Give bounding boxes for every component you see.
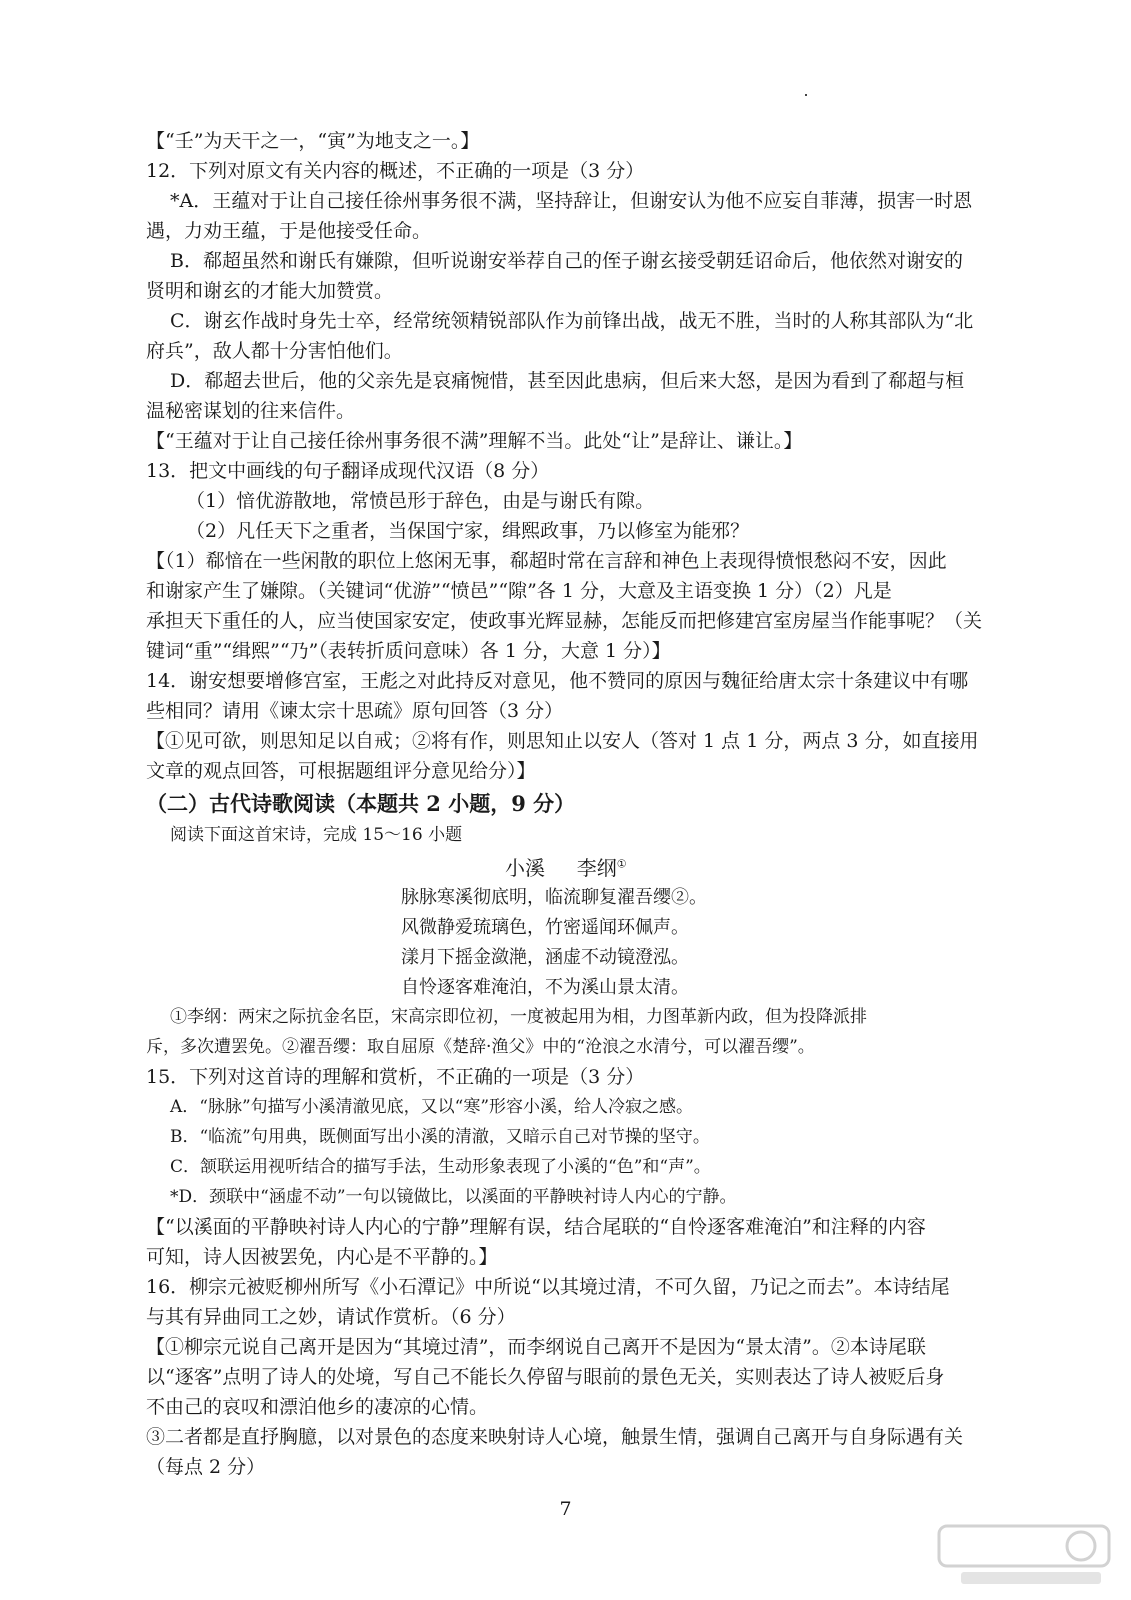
poem-note-1: ①李纲：两宋之际抗金名臣，宋高宗即位初，一度被起用为相，力图革新内政，但为投降派排 <box>170 1007 867 1027</box>
answer-13-cont-2: 承担天下重任的人，应当使国家安定，使政事光辉显赫，怎能反而把修建宫室房屋当作能事呢？（关 <box>146 610 983 632</box>
option-15a: A．“脉脉”句描写小溪清澈见底，又以“寒”形容小溪，给人冷寂之感。 <box>170 1097 694 1117</box>
poem-author: 李纲 <box>576 856 617 880</box>
poem-title: 小溪 <box>505 856 545 880</box>
poem-line-4: 自怜逐客难淹泊，不为溪山景太清。 <box>401 977 689 998</box>
answer-16-cont-2: 不由己的哀叹和漂泊他乡的凄凉的心情。 <box>146 1396 489 1418</box>
poem-heading <box>505 852 627 881</box>
section-heading: （二）古代诗歌阅读（本题共 2 小题，9 分） <box>146 791 576 816</box>
poem-note-2: 斥，多次遭罢免。②濯吾缨：取自屈原《楚辞·渔父》中的“沧浪之水清兮，可以濯吾缨”。 <box>146 1037 815 1057</box>
option-12a-cont: 遇，力劝王蕴，于是他接受任命。 <box>146 220 432 242</box>
question-13-2: （2）凡任天下之重者，当保国宁家，缉熙政事，乃以修室为能邪？ <box>186 520 750 542</box>
answer-15-cont: 可知，诗人因被罢免，内心是不平静的。】 <box>146 1246 498 1268</box>
scan-speck <box>805 94 807 96</box>
question-16: 16．柳宗元被贬柳州所写《小石潭记》中所说“以其境过清，不可久留，乃记之而去”。本诗结尾 <box>146 1276 950 1298</box>
answer-13-cont-1: 和谢家产生了嫌隙。（关键词“优游”“愤邑”“隙”各 1 分，大意及主语变换 1 分）（2）凡是 <box>146 580 892 602</box>
question-12: 12．下列对原文有关内容的概述，不正确的一项是（3 分） <box>146 160 645 182</box>
answer-13-cont-3: 键词“重”“缉熙”“乃”（表转折质问意味）各 1 分，大意 1 分）】 <box>146 640 671 662</box>
question-13: 13．把文中画线的句子翻译成现代汉语（8 分） <box>146 460 550 482</box>
option-12d: D．郗超去世后，他的父亲先是哀痛惋惜，甚至因此患病，但后来大怒，是因为看到了郗超与桓 <box>170 370 965 392</box>
answer-14-cont: 文章的观点回答，可根据题组评分意见给分）】 <box>146 760 536 782</box>
answer-16: 【①柳宗元说自己离开是因为“其境过清”，而李纲说自己离开不是因为“景太清”。②本诗尾联 <box>146 1336 926 1358</box>
poem-author-note: ① <box>616 857 627 871</box>
option-15d: *D．颈联中“涵虚不动”一句以镜做比，以溪面的平静映衬诗人内心的宁静。 <box>170 1187 737 1207</box>
poem-line-1: 脉脉寒溪彻底明，临流聊复濯吾缨②。 <box>401 887 707 908</box>
poem-line-3: 漾月下摇金潋滟，涵虚不动镜澄泓。 <box>401 947 689 968</box>
question-14-cont: 些相同？请用《谏太宗十思疏》原句回答（3 分） <box>146 700 564 722</box>
option-12b: B．郗超虽然和谢氏有嫌隙，但听说谢安举荐自己的侄子谢玄接受朝廷诏命后，他依然对谢安的 <box>170 250 963 272</box>
answer-16-cont-4: （每点 2 分） <box>146 1456 266 1478</box>
poem-instruction: 阅读下面这首宋诗，完成 15～16 小题 <box>170 825 463 845</box>
answer-13: 【（1）郗愔在一些闲散的职位上悠闲无事，郗超时常在言辞和神色上表现得愤恨愁闷不安，因此 <box>146 550 947 572</box>
poem-line-2: 风微静爱琉璃色，竹密遥闻环佩声。 <box>401 917 689 938</box>
option-15b: B．“临流”句用典，既侧面写出小溪的清澈，又暗示自己对节操的坚守。 <box>170 1127 710 1147</box>
option-12c-cont: 府兵”，敌人都十分害怕他们。 <box>146 340 403 362</box>
page-number: 7 <box>559 1498 572 1520</box>
answer-15: 【“以溪面的平静映衬诗人内心的宁静”理解有误，结合尾联的“自怜逐客难淹泊”和注释的内容 <box>146 1216 926 1238</box>
answer-12: 【“王蕴对于让自己接任徐州事务很不满”理解不当。此处“让”是辞让、谦让。】 <box>146 430 803 452</box>
option-12c: C．谢玄作战时身先士卒，经常统领精锐部队作为前锋出战，战无不胜，当时的人称其部队为“北 <box>170 310 974 332</box>
answer-14: 【①见可欲，则思知足以自戒；②将有作，则思知止以安人（答对 1 点 1 分，两点 3 分，如直接用 <box>146 730 979 752</box>
answer-11: 【“壬”为天干之一，“寅”为地支之一。】 <box>146 130 480 152</box>
question-13-1: （1）愔优游散地，常愤邑形于辞色，由是与谢氏有隙。 <box>186 490 655 512</box>
option-15c: C．颔联运用视听结合的描写手法，生动形象表现了小溪的“色”和“声”。 <box>170 1157 711 1177</box>
answer-16-cont-1: 以“逐客”点明了诗人的处境，写自己不能长久停留与眼前的景色无关，实则表达了诗人被贬后身 <box>146 1366 945 1388</box>
answer-16-cont-3: ③二者都是直抒胸臆，以对景色的态度来映射诗人心境，触景生情，强调自己离开与自身际遇有关 <box>146 1426 964 1448</box>
corner-watermark-logo <box>921 1510 1131 1600</box>
option-12d-cont: 温秘密谋划的往来信件。 <box>146 400 356 422</box>
option-12a: *A．王蕴对于让自己接任徐州事务很不满，坚持辞让，但谢安认为他不应妄自菲薄，损害一时恩 <box>170 190 973 212</box>
question-16-cont: 与其有异曲同工之妙，请试作赏析。（6 分） <box>146 1306 516 1328</box>
option-12b-cont: 贤明和谢玄的才能大加赞赏。 <box>146 280 394 302</box>
question-15: 15．下列对这首诗的理解和赏析，不正确的一项是（3 分） <box>146 1066 645 1088</box>
question-14: 14．谢安想要增修宫室，王彪之对此持反对意见，他不赞同的原因与魏征给唐太宗十条建议中有哪 <box>146 670 969 692</box>
